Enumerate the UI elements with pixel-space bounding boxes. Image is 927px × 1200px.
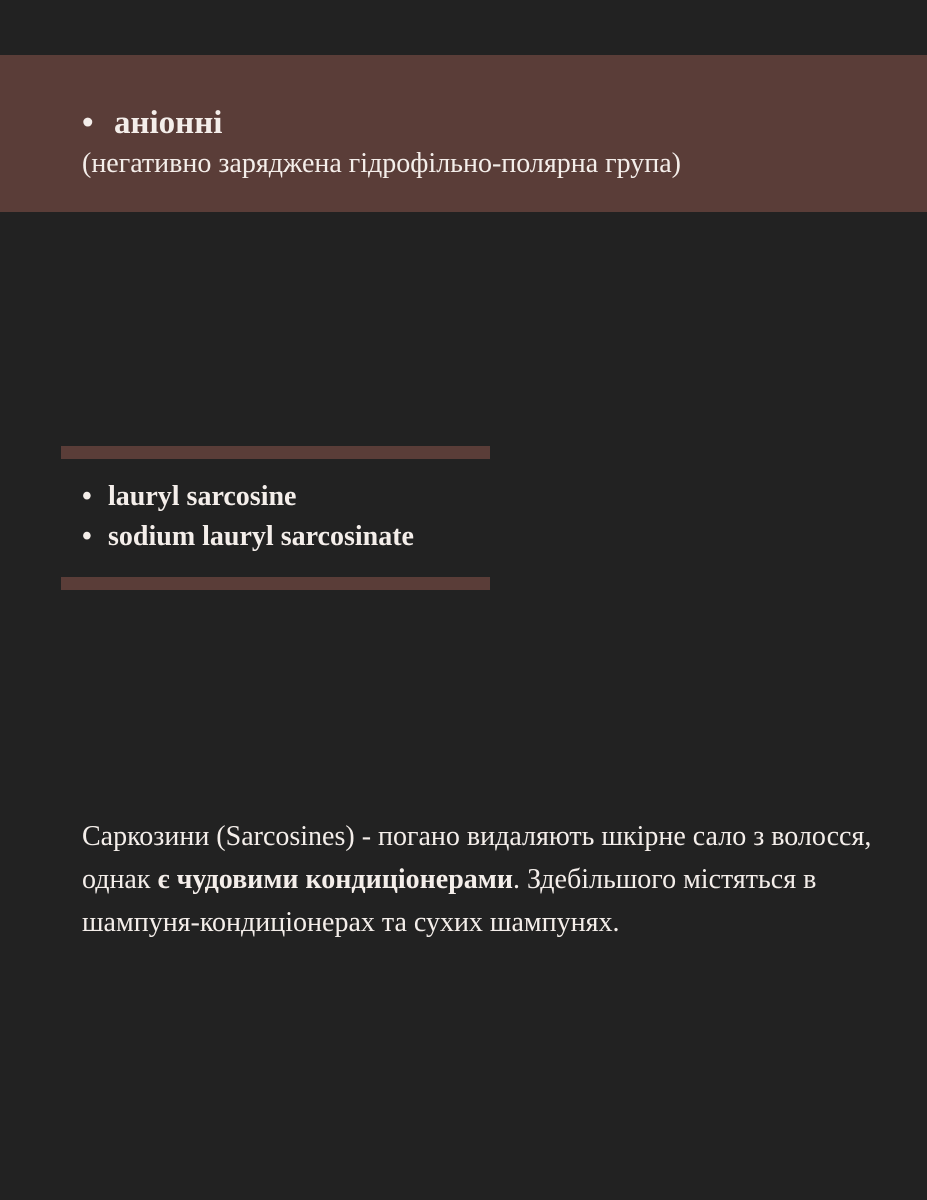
divider-bottom (61, 577, 490, 590)
bullet-icon: • (82, 521, 92, 552)
examples-list (82, 477, 414, 557)
list-item-text: lauryl sarcosine (108, 481, 297, 512)
list-item (82, 517, 414, 557)
description-paragraph (82, 815, 872, 944)
category-subtitle: (негативно заряджена гідрофільно-полярна група) (82, 148, 681, 179)
bullet-icon: • (82, 481, 92, 512)
list-item-text: sodium lauryl sarcosinate (108, 521, 414, 552)
bullet-icon: • (82, 105, 94, 141)
divider-top (61, 446, 490, 459)
list-item (82, 477, 414, 517)
description-text-end: . Здебільшого містяться в шампуня-кондиціонерах та сухих шампунях. (82, 864, 817, 938)
description-text: Саркозини (Sarcosines) - погано видаляють шкірне сало з волосся, однак (82, 821, 872, 895)
category-title (82, 103, 222, 143)
description-emphasis: є чудовими кондиціонерами (157, 864, 513, 895)
category-title-text: аніонні (114, 105, 223, 141)
